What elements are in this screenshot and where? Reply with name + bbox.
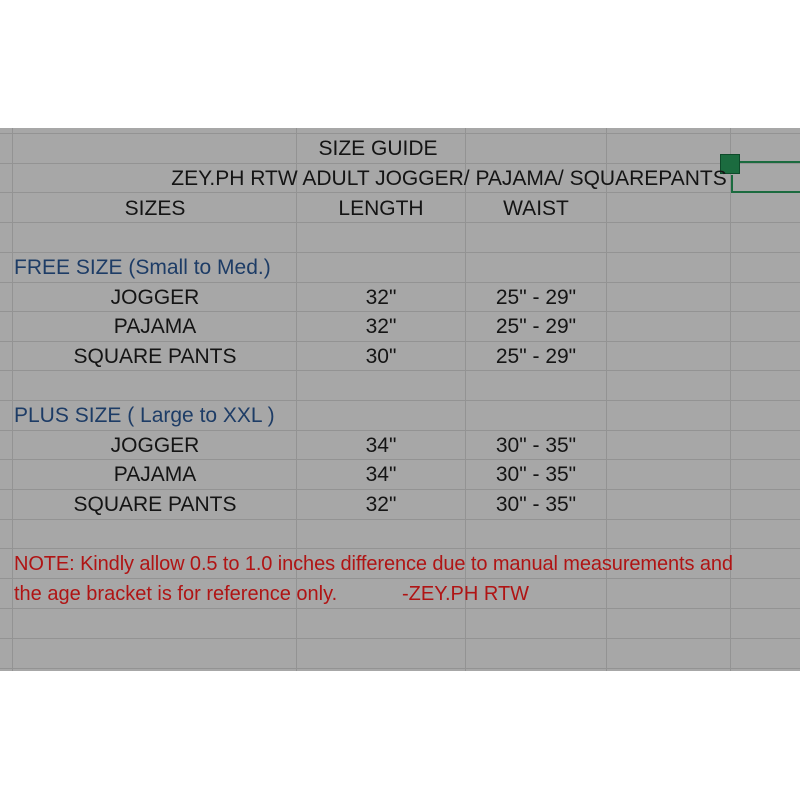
row-gridline [0,133,800,134]
section-plus-size: PLUS SIZE ( Large to XXL ) [14,404,275,427]
row-gridline [0,400,800,401]
size-row-length: 32" [365,493,397,516]
row-gridline [0,222,800,223]
size-row-name: SQUARE PANTS [73,345,237,368]
column-gridline [12,128,13,671]
size-row-length: 34" [365,434,397,457]
row-gridline [0,192,800,193]
row-gridline [0,252,800,253]
row-gridline [0,311,800,312]
row-gridline [0,282,800,283]
note-line-2: the age bracket is for reference only. [14,583,338,605]
size-row-name: JOGGER [110,286,200,309]
size-row-waist: 30" - 35" [495,463,577,486]
row-gridline [0,519,800,520]
size-row-length: 32" [365,315,397,338]
column-gridline [730,128,731,671]
size-row-length: 30" [365,345,397,368]
row-gridline [0,341,800,342]
size-row-name: PAJAMA [113,315,197,338]
row-gridline [0,370,800,371]
size-row-waist: 30" - 35" [495,493,577,516]
selection-border-top [740,161,800,163]
header-length: LENGTH [338,197,424,220]
size-row-length: 32" [365,286,397,309]
row-gridline [0,608,800,609]
row-gridline [0,668,800,669]
selection-border-bottom [731,191,800,193]
row-gridline [0,489,800,490]
spreadsheet-sheet [0,128,800,671]
row-gridline [0,163,800,164]
note-line-1: NOTE: Kindly allow 0.5 to 1.0 inches difference due to manual measurements and [14,553,733,575]
size-row-waist: 30" - 35" [495,434,577,457]
size-row-name: SQUARE PANTS [73,493,237,516]
size-row-length: 34" [365,463,397,486]
size-row-waist: 25" - 29" [495,286,577,309]
header-sizes: SIZES [124,197,186,220]
note-signature: -ZEY.PH RTW [402,583,530,605]
sheet-title: SIZE GUIDE [318,137,438,160]
row-gridline [0,459,800,460]
size-row-name: PAJAMA [113,463,197,486]
size-row-waist: 25" - 29" [495,315,577,338]
row-gridline [0,548,800,549]
row-gridline [0,578,800,579]
row-gridline [0,430,800,431]
column-gridline [606,128,607,671]
section-free-size: FREE SIZE (Small to Med.) [14,256,271,279]
row-gridline [0,638,800,639]
size-row-waist: 25" - 29" [495,345,577,368]
size-row-name: JOGGER [110,434,200,457]
sheet-subtitle: ZEY.PH RTW ADULT JOGGER/ PAJAMA/ SQUAREPANTS [171,167,727,190]
header-waist: WAIST [503,197,569,220]
